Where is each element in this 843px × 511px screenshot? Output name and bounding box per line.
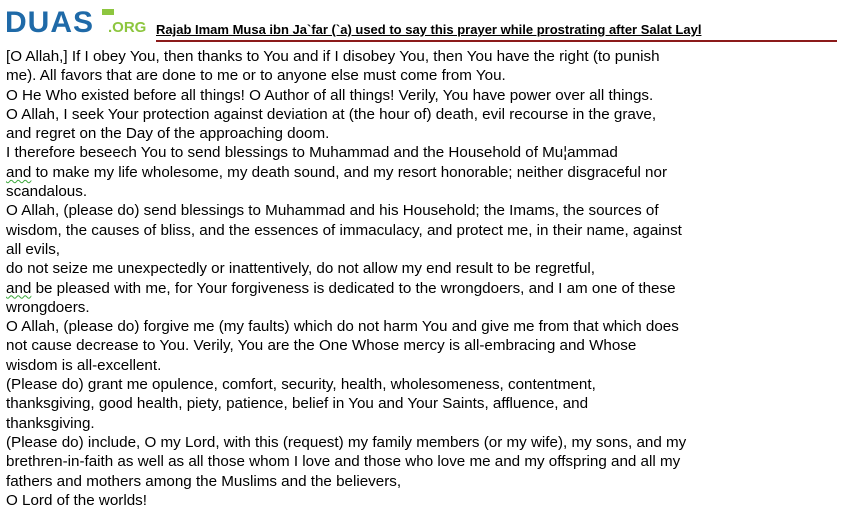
prayer-line: (Please do) include, O my Lord, with this (request) my family members (or my wife), my sons, and my: [6, 433, 687, 451]
title-divider: [156, 40, 837, 42]
prayer-line: [6, 163, 842, 182]
prayer-line: me). All favors that are done to me or to anyone else must come from You.: [6, 67, 506, 85]
prayer-line-rest: to make my life wholesome, my death sound, and my resort honorable; neither disgraceful nor: [31, 163, 668, 181]
duas-logo: [4, 6, 150, 36]
prayer-line: O He Who existed before all things! O Author of all things! Verily, You have power over all things.: [6, 86, 654, 104]
prayer-line-rest: be pleased with me, for Your forgiveness is dedicated to the wrongdoers, and I am one of these: [31, 279, 676, 297]
prayer-text: [6, 47, 842, 510]
prayer-line: [O Allah,] If I obey You, then thanks to You and if I disobey You, then You have the right (to punish: [6, 48, 660, 65]
prayer-line: O Lord of the worlds!: [6, 491, 147, 509]
logo-suffix: .ORG: [108, 19, 147, 36]
duas-logo-graphic: [4, 6, 150, 36]
page-title: Rajab Imam Musa ibn Ja`far (`a) used to say this prayer while prostrating after Salat Layl: [156, 22, 702, 37]
spellcheck-word: and: [6, 163, 32, 181]
prayer-line: I therefore beseech You to send blessings to Muhammad and the Household of Mu¦ammad: [6, 144, 618, 162]
prayer-line: wisdom is all-excellent.: [6, 356, 162, 374]
prayer-line: wisdom, the causes of bliss, and the essences of immaculacy, and protect me, in their name, against: [6, 221, 682, 239]
prayer-line: O Allah, I seek Your protection against deviation at (the hour of) death, evil recourse in the grave,: [6, 105, 657, 123]
prayer-line: wrongdoers.: [6, 298, 90, 316]
prayer-line: O Allah, (please do) send blessings to Muhammad and his Household; the Imams, the sources of: [6, 202, 659, 220]
prayer-line: O Allah, (please do) forgive me (my faults) which do not harm You and give me from that which does: [6, 318, 679, 336]
prayer-line: not cause decrease to You. Verily, You are the One Whose mercy is all-embracing and Whose: [6, 337, 637, 355]
logo-accent-mark: [102, 9, 114, 15]
prayer-line: all evils,: [6, 240, 61, 258]
prayer-line: thanksgiving.: [6, 414, 95, 432]
prayer-line: do not seize me unexpectedly or inattentively, do not allow my end result to be regretful,: [6, 260, 595, 278]
prayer-line: [6, 279, 842, 298]
prayer-line: (Please do) grant me opulence, comfort, security, health, wholesomeness, contentment,: [6, 376, 596, 394]
prayer-line: thanksgiving, good health, piety, patience, belief in You and Your Saints, affluence, and: [6, 395, 589, 413]
logo-wordmark: DUAS: [5, 6, 95, 36]
prayer-line: fathers and mothers among the Muslims and the believers,: [6, 472, 402, 490]
prayer-line: and regret on the Day of the approaching doom.: [6, 125, 330, 143]
spellcheck-word: and: [6, 279, 32, 297]
prayer-line: brethren-in-faith as well as all those whom I love and those who love me and my offspring and all my: [6, 453, 681, 471]
prayer-line: scandalous.: [6, 183, 88, 201]
